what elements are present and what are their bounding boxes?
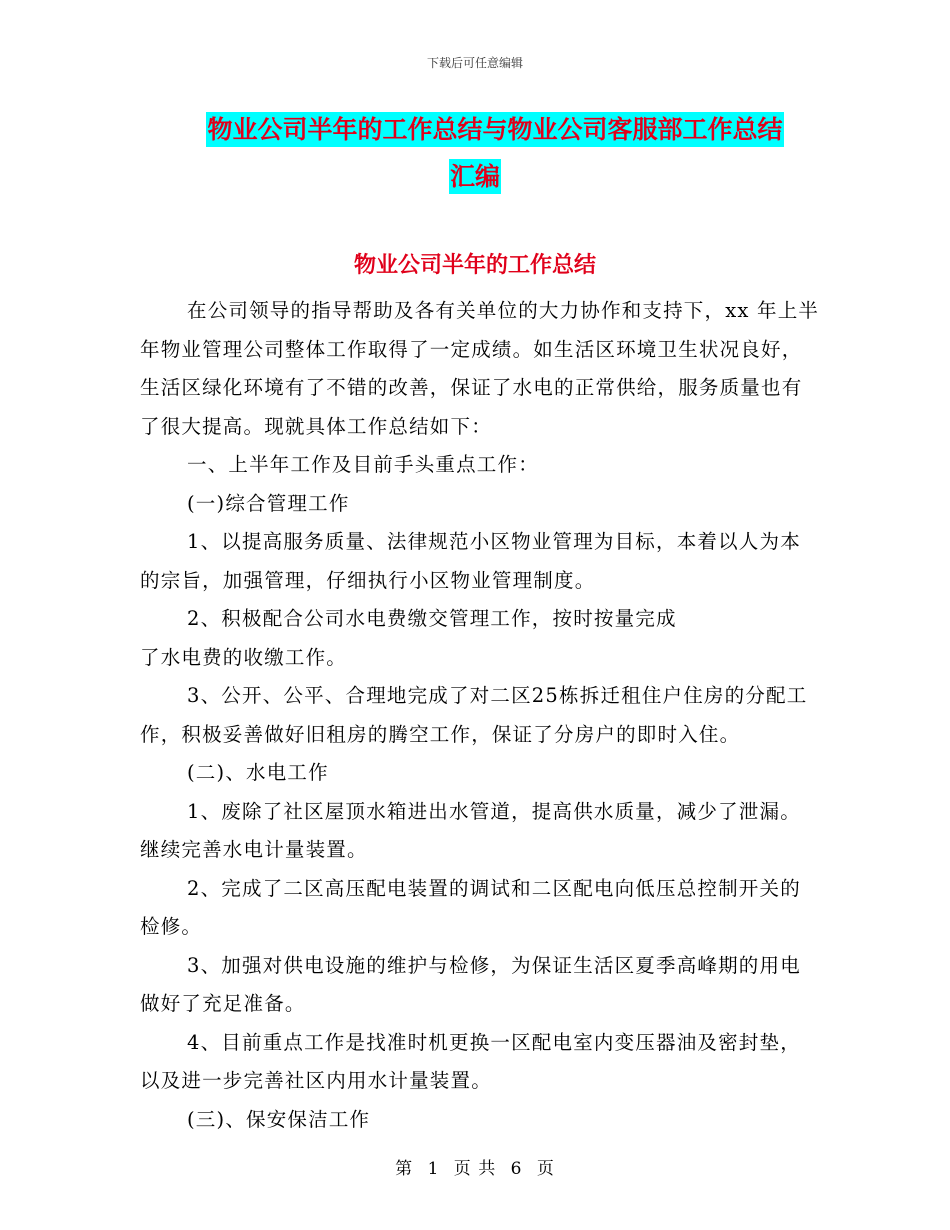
list-item-continuation: 了水电费的收缴工作。 (140, 645, 348, 669)
list-item: 2、完成了二区高压配电装置的调试和二区配电向低压总控制开关的检修。 (140, 876, 801, 938)
page-footer (0, 1154, 950, 1179)
page-header: 下载后可任意编辑 (426, 56, 523, 70)
title-line-2: 汇编 (449, 159, 501, 194)
footer-prefix: 第 (395, 1159, 414, 1179)
title-line-1: 物业公司半年的工作总结与物业公司客服部工作总结 (206, 112, 783, 147)
section-heading-1: 一、上半年工作及目前手头重点工作： (187, 453, 539, 476)
list-item: 2、积极配合公司水电费缴交管理工作，按时按量完成 (187, 607, 677, 630)
document-title (0, 112, 950, 194)
document-body (140, 292, 820, 1139)
footer-suffix: 页 (536, 1159, 555, 1179)
section-heading: 物业公司半年的工作总结 (353, 253, 596, 278)
list-item: 3、公开、公平、合理地完成了对二区25栋拆迁租住户住房的分配工作，积极妥善做好旧租房的腾空工作，保证了分房户的即时入住。 (140, 684, 808, 746)
subsection-heading-2: (二)、水电工作 (187, 761, 329, 784)
subsection-heading-3: (三)、保安保洁工作 (187, 1107, 371, 1131)
subsection-heading-1: (一)综合管理工作 (187, 491, 350, 515)
intro-paragraph: 在公司领导的指导帮助及各有关单位的大力协作和支持下，xx 年上半年物业管理公司整体工作取得了一定成绩。如生活区环境卫生状况良好，生活区绿化环境有了不错的改善，保证了水电的正常供给，服务质量也有了很大提高。现就具体工作总结如下： (140, 299, 820, 438)
footer-mid: 页 共 (453, 1159, 497, 1179)
page-total: 6 (510, 1159, 523, 1179)
list-item: 1、废除了社区屋顶水箱进出水管道，提高供水质量，减少了泄漏。继续完善水电计量装置。 (140, 799, 801, 861)
page-number: 1 (427, 1159, 440, 1179)
list-item: 4、目前重点工作是找准时机更换一区配电室内变压器油及密封垫，以及进一步完善社区内用水计量装置。 (140, 1030, 801, 1092)
list-item: 3、加强对供电设施的维护与检修，为保证生活区夏季高峰期的用电做好了充足准备。 (140, 953, 801, 1015)
list-item: 1、以提高服务质量、法律规范小区物业管理为目标，本着以人为本的宗旨，加强管理，仔细执行小区物业管理制度。 (140, 530, 801, 592)
